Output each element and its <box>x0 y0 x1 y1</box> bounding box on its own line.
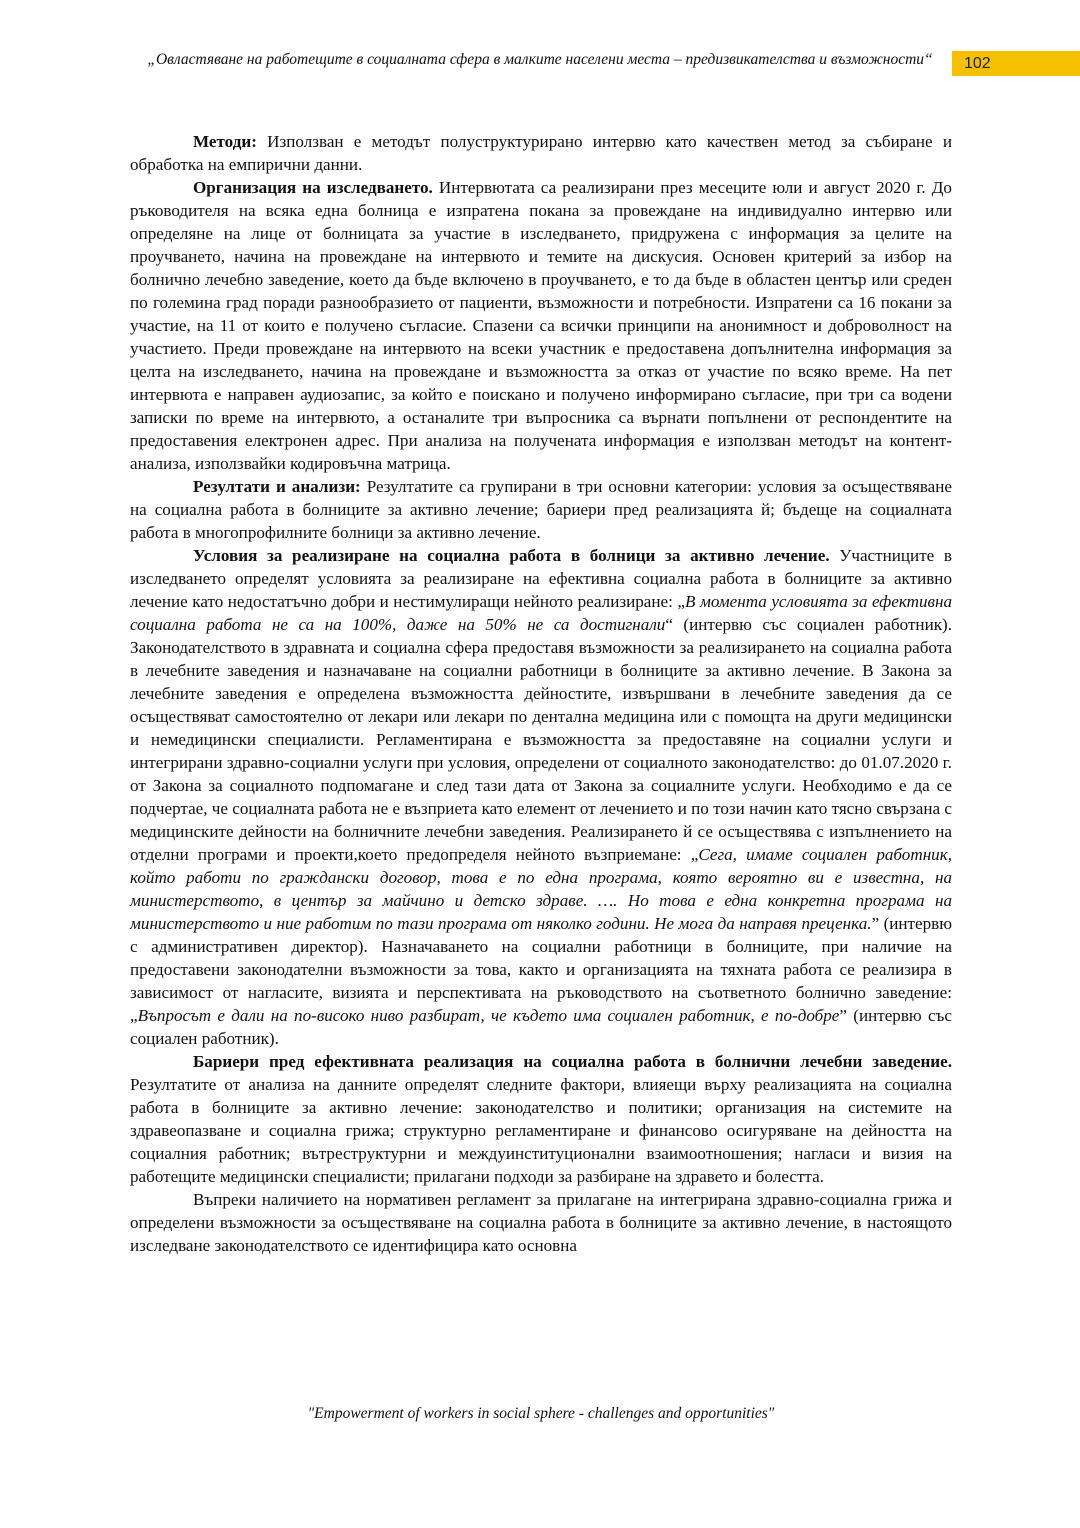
footer-text: "Empowerment of workers in social sphere - challenges and opportunities" <box>307 1405 775 1422</box>
text-conditions-2: “ (интервю със социален работник). Законодателството в здравната и социална сфера предоставя възможности за реализирането на социална работа в лечебните заведения и назначаване на социални работници в болниците за активно лечение. В Закона за лечебните заведения е определена възможността дейностите, извършвани в лечебните заведения да се осъществяват самостоятелно от лекари или лекари по дентална медицина или с помощта на други медицински и немедицински специалисти. Регламентирана е възможността за предоставяне на социални услуги и интегрирани здравно-социални услуги при условия, определени от социалното законодателство: до 01.07.2020 г. от Закона за социалното подпомагане и след тази дата от Закона за социалните услуги. Необходимо е да се подчертае, че социалната работа не е възприета като елемент от лечението и по този начин като тясно свързана с медицинските дейности на болничните лечебни заведения. Реализирането й се осъществява с изпълнението на отделни програми и проекти,което предопределя нейното възприемане: „ <box>130 615 953 864</box>
text-conditions-3: ” (интервю с административен директор). Назначаването на социални работници в болниците, при наличие на предоставени законодателни възможности за това, както и организацията на тяхната работа се реализира в зависимост от нагласите, визията и перспективата на ръководството на съответното болнично заведение: „ <box>130 914 953 1025</box>
quote-admin-director: Сега, имаме социален работник, който работи по граждански договор, това е по една програма, която вероятно ви е известна, на министерството, в център за майчино и детско здраве. …. Но това е една конкретна програма на министерството и ние работим по тази програма от няколко години. Не мога да направя преценка. <box>130 845 952 933</box>
quote-social-worker-2: Въпросът е дали на по-високо ниво разбират, че където има социален работник, е по-добре <box>137 1006 840 1025</box>
heading-barriers: Бариери пред ефективната реализация на социална работа в болнични лечебни заведение. <box>193 1052 952 1071</box>
page-number-badge <box>952 51 1080 76</box>
text-barriers: Резултатите от анализа на данните определят следните фактори, влияещи върху реализацията на социална работа в болниците за активно лечение: законодателство и политики; организация на системите на здравеопазване и социална грижа; структурно регламентиране и финансово осигуряване на дейността на социалния работник; вътреструктурни и междуинституционални взаимоотношения; нагласи и визия на работещите медицински специалисти; прилагани подходи за разбиране на здравето и болестта. <box>130 1075 952 1186</box>
paragraph-organization <box>130 176 952 475</box>
text-legislation: Въпреки наличието на нормативен регламент за прилагане на интегрирана здравно-социална грижа и определени възможности за осъществяване на социална работа в болниците за активно лечение, в настоящото изследване законодателството се идентифицира като основна <box>130 1190 952 1255</box>
paragraph-barriers <box>130 1050 952 1188</box>
article-body <box>130 130 952 1257</box>
paragraph-legislation <box>130 1188 952 1257</box>
text-methods: Използван е методът полуструктурирано интервю като качествен метод за събиране и обработка на емпирични данни. <box>130 132 952 174</box>
heading-results: Резултати и анализи: <box>193 477 361 496</box>
text-organization: Интервютата са реализирани през месеците юли и август 2020 г. До ръководителя на всяка една болница е изпратена покана за провеждане на индивидуално интервю или определяне на лице от болницата за участие в изследването, придружена с информация за целите на проучването, начина на провеждане на интервюто и темите на дискусия. Основен критерий за избор на болнично лечебно заведение, което да бъде включено в проучването, е то да бъде в областен център или среден по големина град поради разнообразието от пациенти, възможности и потребности. Изпратени са 16 покани за участие, на 11 от които е получено съгласие. Спазени са всички принципи на анонимност и доброволност на участието. Преди провеждане на интервюто на всеки участник е предоставена допълнителна информация за целта на изследването, начина на провеждане и възможността за отказ от участие по всяко време. На пет интервюта е направен аудиозапис, за който е поискано и получено информирано съгласие, при три са водени записки по време на интервюто, а останалите три въпросника са върнати попълнени от респондентите на предоставения електронен адрес. При анализа на получената информация е използван методът на контент-анализа, използвайки кодировъчна матрица. <box>130 178 952 473</box>
paragraph-methods <box>130 130 952 176</box>
page-number: 102 <box>964 55 991 72</box>
heading-methods: Методи: <box>193 132 257 151</box>
quote-social-worker-1: В момента условията за ефективна социална работа не са на 100%, даже на 50% не са достигнали <box>130 592 952 634</box>
header-title: „Овластяване на работещите в социалната сфера в малките населени места – предизвикателства и възможности“ <box>147 51 933 68</box>
paragraph-results <box>130 475 952 544</box>
heading-organization: Организация на изследването. <box>193 178 433 197</box>
text-results: Резултатите са групирани в три основни категории: условия за осъществяване на социална работа в болниците за активно лечение; бариери пред реализацията й; бъдеще на социалната работа в многопрофилните болници за активно лечение. <box>130 477 952 542</box>
text-conditions-1: Участниците в изследването определят условията за реализиране на ефективна социална работа в болниците за активно лечение като недостатъчно добри и нестимулиращи нейното реализиране: „ <box>130 546 952 611</box>
heading-conditions: Условия за реализиране на социална работа в болници за активно лечение. <box>193 546 830 565</box>
running-header <box>130 50 950 69</box>
paragraph-conditions <box>130 544 952 1050</box>
text-conditions-4: ” (интервю със социален работник). <box>130 1006 952 1048</box>
running-footer <box>130 1404 952 1423</box>
